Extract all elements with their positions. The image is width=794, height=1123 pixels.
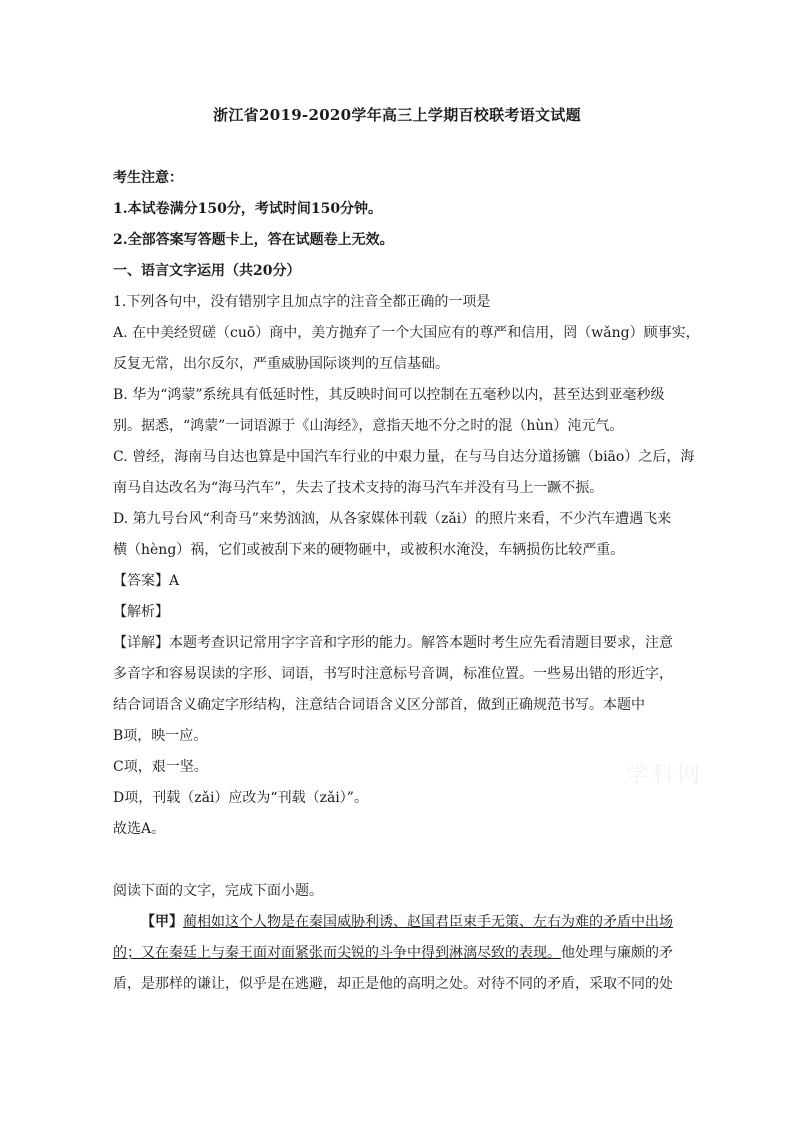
- analysis-line-1: 【详解】本题考查识记常用字字音和字形的能力。解答本题时考生应先看清题目要求，注意: [113, 635, 673, 651]
- spacer: [113, 845, 683, 876]
- document-body: [113, 163, 700, 1000]
- underlined-text-2: 的；又在秦廷上与秦王面对面紧张而尖锐的斗争中得到淋漓尽致的表现。: [113, 945, 561, 961]
- option-d-line-2: 横（hèng）祸，它们或被刮下来的硬物砸中，或被积水淹没，车辆损伤比较严重。: [113, 542, 625, 558]
- analysis-line-6: D项，刊载（zǎi）应改为“刊载（zǎi）”。: [113, 790, 368, 806]
- notice-item-1: 1.本试卷满分150分，考试时间150分钟。: [113, 201, 383, 217]
- option-c-line-1: C. 曾经，海南马自达也算是中国汽车行业的中艰力量，在与马自达分道扬镳（biāo）之后，海: [113, 449, 695, 465]
- analysis-line-4: B项，映一应。: [113, 728, 208, 744]
- reading-paragraph-line-1: [113, 907, 683, 938]
- option-b-line-1: B. 华为“鸿蒙”系统具有低延时性，其反映时间可以控制在五毫秒以内，甚至达到亚毫秒级: [113, 387, 665, 403]
- watermark: 学科网: [626, 763, 705, 788]
- paragraph-text-2: 他处理与廉颇的矛: [561, 945, 673, 961]
- option-d-line-1: D. 第九号台风“利奇马”来势汹汹，从各家媒体刊载（zǎi）的照片来看，不少汽车遭遇飞来: [113, 511, 672, 527]
- reading-intro: 阅读下面的文字，完成下面小题。: [113, 883, 323, 899]
- notice-heading: 考生注意：: [113, 170, 183, 186]
- underlined-text-1: 蔺相如这个人物是在秦国威胁利诱、赵国君臣束手无策、左右为难的矛盾中出场: [183, 914, 673, 930]
- option-c-line-2: 南马自达改名为“海马汽车”，失去了技术支持的海马汽车并没有马上一蹶不振。: [113, 480, 604, 496]
- analysis-line-2: 多音字和容易误读的字形、词语，书写时注意标号音调，标准位置。一些易出错的形近字，: [113, 666, 673, 682]
- notice-item-2: 2.全部答案写答题卡上，答在试题卷上无效。: [113, 232, 394, 248]
- reading-paragraph-line-3: 盾，是那样的谦让，似乎是在逃避，却正是他的高明之处。对待不同的矛盾，采取不同的处: [113, 976, 673, 992]
- option-b-line-2: 别。据悉，“鸿蒙”一词语源于《山海经》，意指天地不分之时的混（hùn）沌元气。: [113, 418, 624, 434]
- analysis-line-3: 结合词语含义确定字形结构，注意结合词语含义区分部首，做到正确规范书写。本题中: [113, 697, 645, 713]
- reading-paragraph-line-2: [113, 938, 683, 969]
- option-a-line-1: A. 在中美经贸磋（cuō）商中，美方抛弃了一个大国应有的尊严和信用，罔（wǎng）顾事实，: [113, 325, 700, 341]
- analysis-heading: 【解析】: [113, 604, 169, 620]
- section-heading: 一、语言文字运用（共20分）: [113, 263, 301, 279]
- answer: 【答案】A: [113, 573, 180, 589]
- paragraph-label: 【甲】: [141, 914, 183, 930]
- document-title: 浙江省2019-2020学年高三上学期百校联考语文试题: [213, 106, 581, 124]
- analysis-line-5: C项，艰一坚。: [113, 759, 208, 775]
- analysis-line-7: 故选A。: [113, 821, 166, 837]
- option-a-line-2: 反复无常，出尔反尔，严重威胁国际谈判的互信基础。: [113, 356, 449, 372]
- question-stem: 1.下列各句中，没有错别字且加点字的注音全都正确的一项是: [113, 294, 491, 310]
